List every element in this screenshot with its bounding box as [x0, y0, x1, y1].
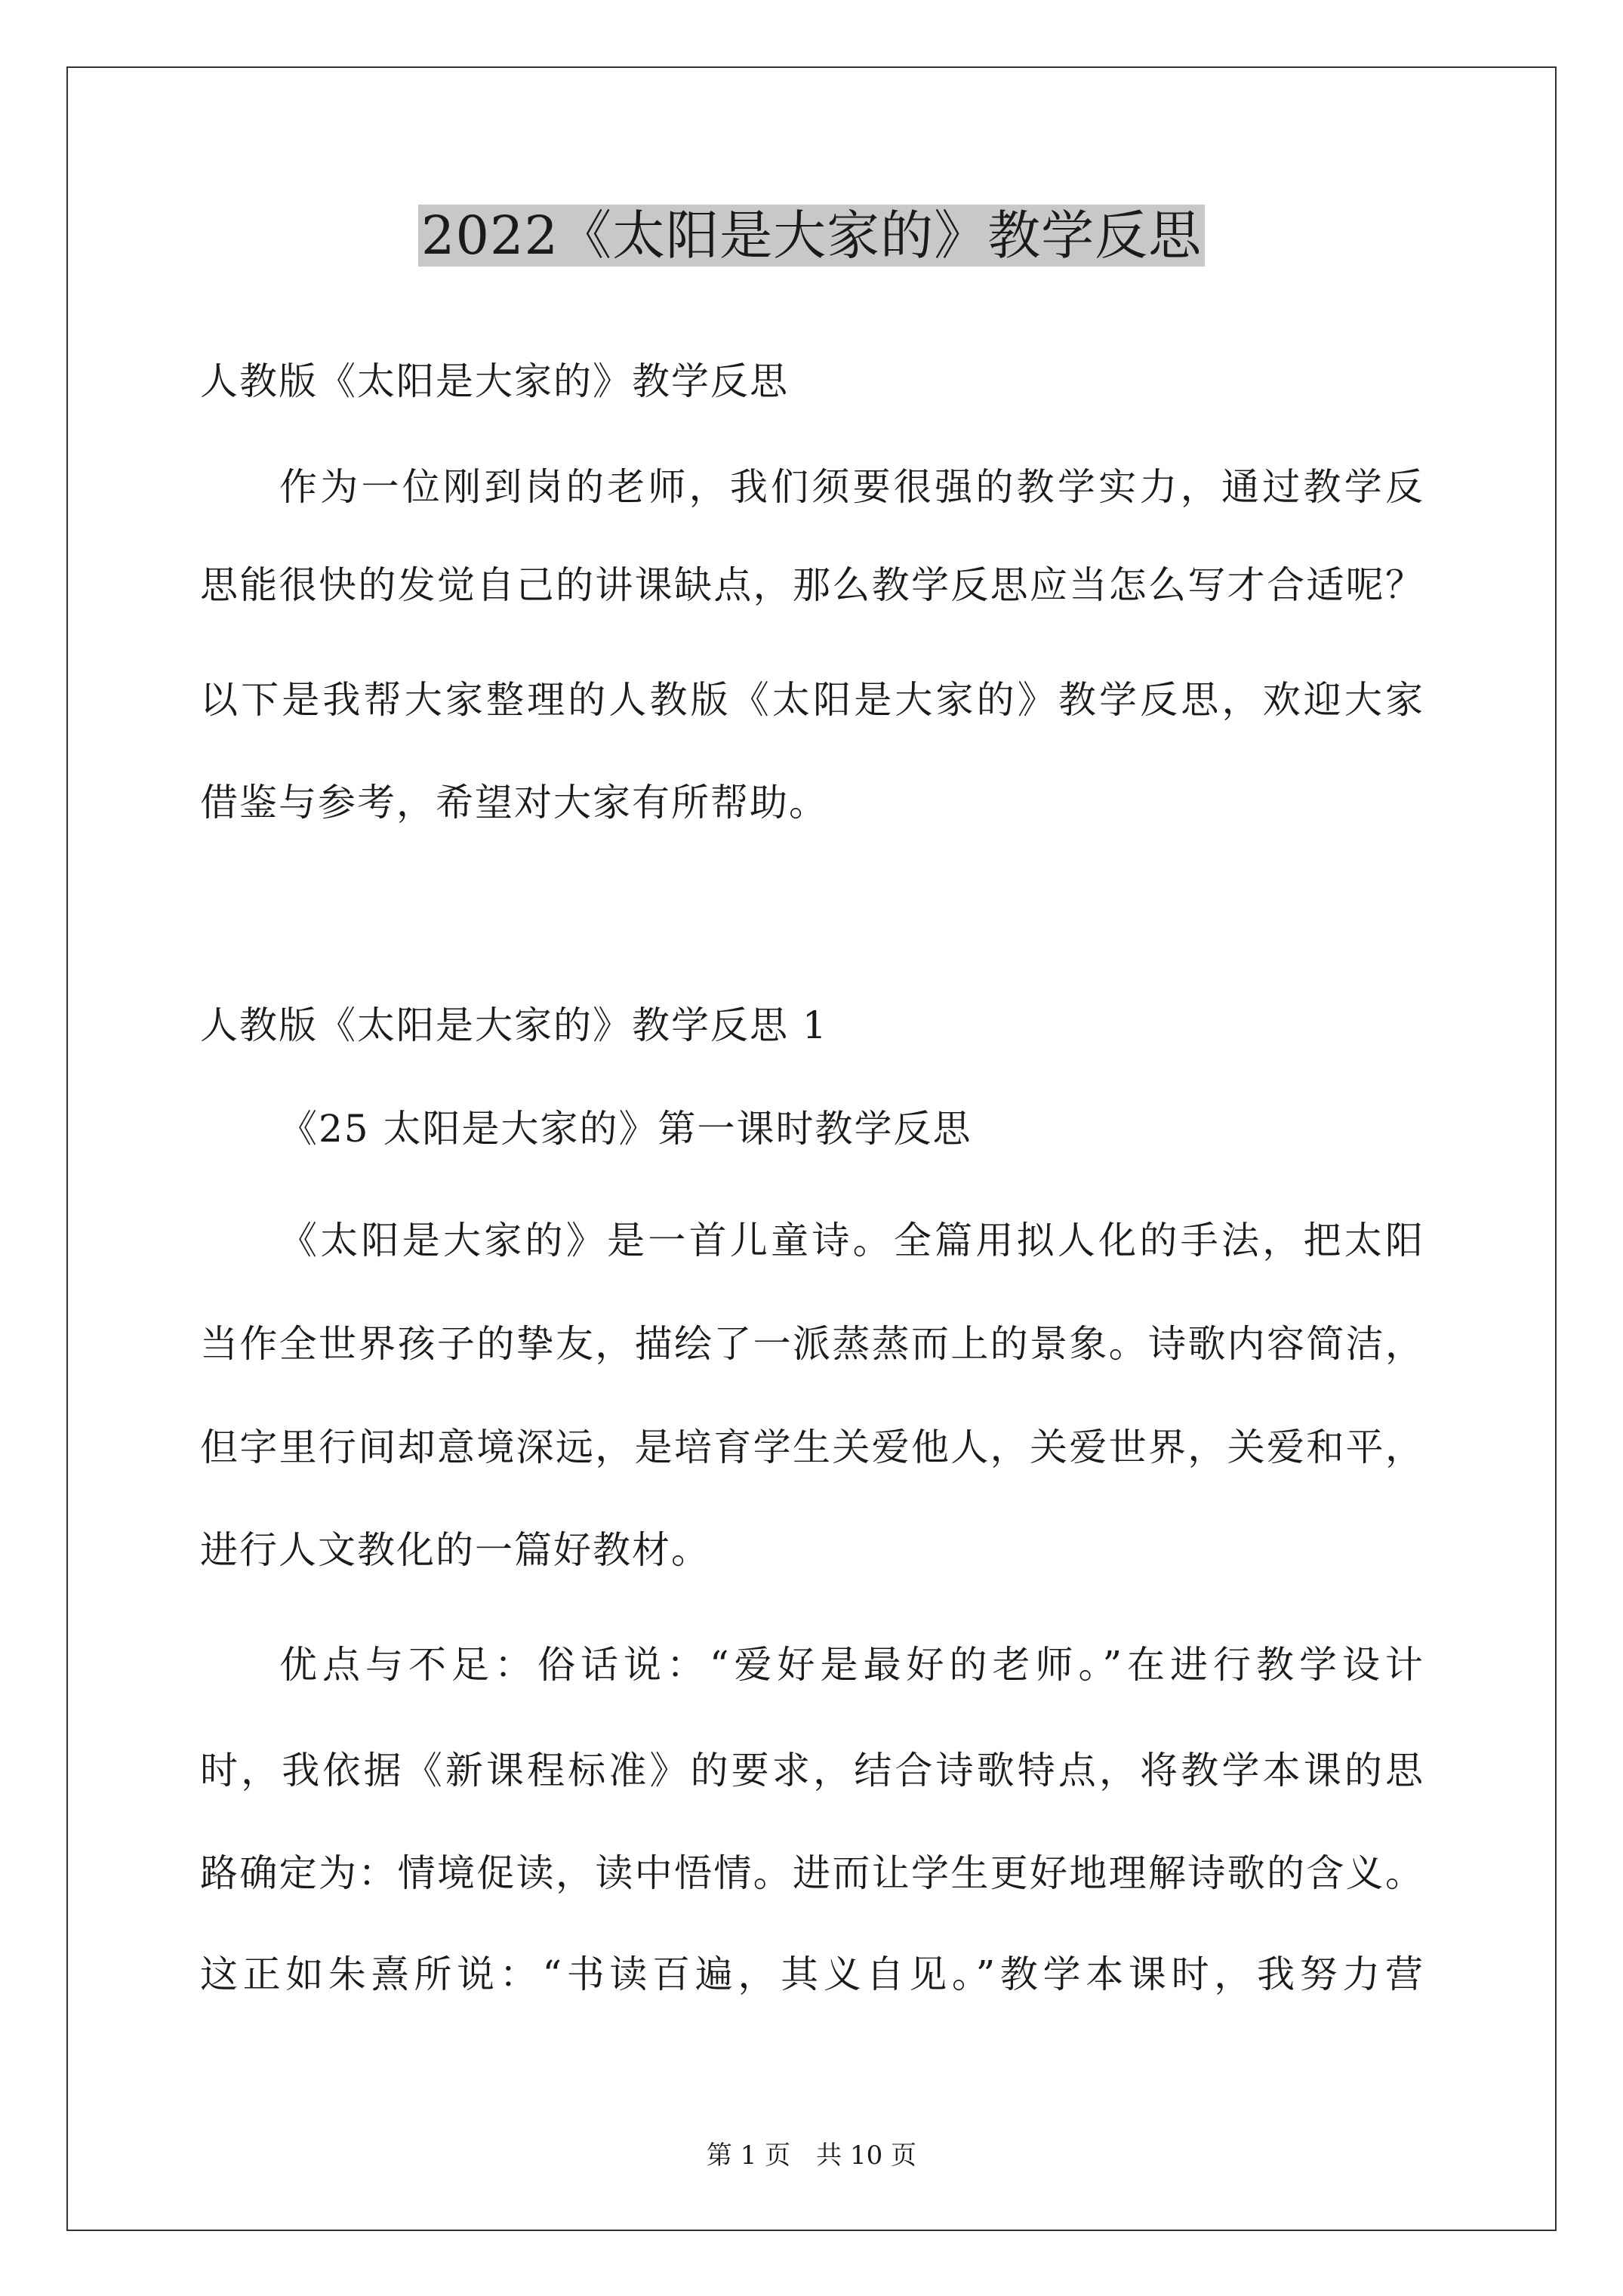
paragraph-line: 优点与不足：俗话说：“爱好是最好的老师。”在进行教学设计 — [279, 1643, 1423, 1687]
paragraph-line: 路确定为：情境促读，读中悟情。进而让学生更好地理解诗歌的含义。 — [200, 1851, 1423, 1895]
intro-line: 以下是我帮大家整理的人教版《太阳是大家的》教学反思，欢迎大家 — [200, 678, 1423, 722]
intro-line: 思能很快的发觉自己的讲课缺点，那么教学反思应当怎么写才合适呢？ — [200, 563, 1423, 607]
paragraph-line: 时，我依据《新课程标准》的要求，结合诗歌特点，将教学本课的思 — [200, 1749, 1423, 1792]
intro-line: 作为一位刚到岗的老师，我们须要很强的教学实力，通过教学反 — [279, 465, 1423, 509]
paragraph-line: 当作全世界孩子的挚友，描绘了一派蒸蒸而上的景象。诗歌内容简洁， — [200, 1322, 1423, 1366]
paragraph-line: 这正如朱熹所说：“书读百遍，其义自见。”教学本课时，我努力营 — [200, 1952, 1423, 1996]
page-footer: 第 1 页 共 10 页 — [706, 2140, 917, 2171]
paragraph-line: 进行人文教化的一篇好教材。 — [200, 1528, 710, 1572]
lesson-heading: 《25 太阳是大家的》第一课时教学反思 — [279, 1107, 972, 1151]
document-title: 2022《太阳是大家的》教学反思 — [0, 198, 1623, 273]
document-subtitle: 人教版《太阳是大家的》教学反思 — [200, 359, 789, 403]
paragraph-line: 但字里行间却意境深远，是培育学生关爱他人，关爱世界，关爱和平， — [200, 1425, 1423, 1469]
section-heading: 人教版《太阳是大家的》教学反思 1 — [200, 1003, 828, 1047]
intro-line: 借鉴与参考，希望对大家有所帮助。 — [200, 781, 828, 824]
paragraph-line: 《太阳是大家的》是一首儿童诗。全篇用拟人化的手法，把太阳 — [279, 1219, 1423, 1262]
